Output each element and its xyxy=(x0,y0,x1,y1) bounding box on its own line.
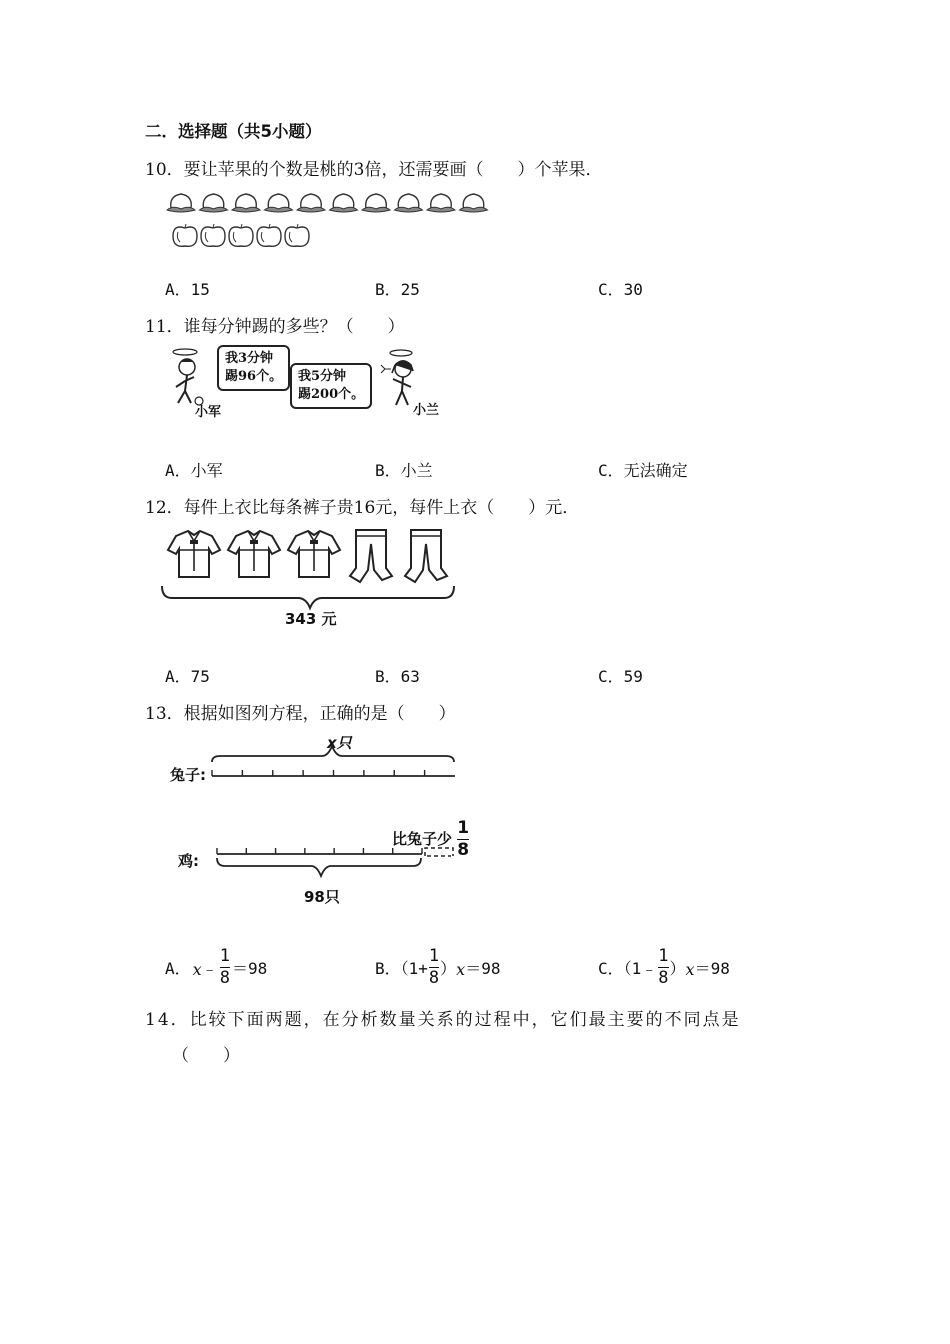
q13-a-fraction xyxy=(220,948,230,987)
q11-option-b[interactable]: B．小兰 xyxy=(375,461,433,480)
less-fraction-num: 1 xyxy=(457,818,470,838)
q13-b-frac-num: 1 xyxy=(428,946,440,966)
rabbit-x-label: x只 xyxy=(327,734,352,752)
q13-option-c[interactable] xyxy=(598,940,730,988)
question-12-stem: 12．每件上衣比每条裤子贵16元，每件上衣（ ）元． xyxy=(145,498,580,518)
q13-c-frac-num: 1 xyxy=(658,946,669,966)
q12-option-a[interactable]: A．75 xyxy=(165,667,210,686)
q13-a-tail: ＝98 xyxy=(231,959,268,978)
apple-icon xyxy=(229,224,253,246)
q13-a-frac-den: 8 xyxy=(219,968,230,988)
question-14-blank: （ ） xyxy=(172,1046,240,1066)
pants-icon xyxy=(350,530,392,582)
q12-option-c[interactable]: C．59 xyxy=(598,667,643,686)
rabbit-label: 兔子: xyxy=(170,766,206,784)
peach-icon xyxy=(167,194,195,212)
q13-b-prefix: B．（1+ xyxy=(375,959,428,978)
peach-icon xyxy=(232,194,260,212)
pants-icon xyxy=(405,530,447,582)
question-13-stem: 13．根据如图列方程，正确的是（ ） xyxy=(145,704,456,724)
q13-figure xyxy=(170,730,490,910)
chicken-label: 鸡: xyxy=(178,852,199,870)
peach-row xyxy=(167,194,488,212)
q12-option-b[interactable]: B．63 xyxy=(375,667,420,686)
clothes-row xyxy=(168,530,447,582)
q11-bubble-girl xyxy=(290,363,372,409)
name-xiaojun: 小军 xyxy=(195,405,222,420)
q13-a-var: x xyxy=(192,960,202,979)
q13-a-minus: ﹣ xyxy=(201,959,218,978)
section-title: 二．选择题（共5小题） xyxy=(145,122,322,141)
q13-c-prefix: C．（1﹣ xyxy=(598,959,658,978)
bubble-boy-line2: 踢96个。 xyxy=(225,369,283,384)
less-text: 比兔子少 xyxy=(392,830,453,848)
q10-option-a[interactable]: A．15 xyxy=(165,280,210,299)
peach-icon xyxy=(362,194,390,212)
q13-c-close: ） xyxy=(669,959,686,978)
q13-b-var: x xyxy=(456,960,466,979)
q13-a-frac-num: 1 xyxy=(219,946,230,966)
peach-icon xyxy=(395,194,423,212)
q11-figure xyxy=(165,343,455,418)
shirt-icon xyxy=(168,531,220,577)
q13-a-prefix: A． xyxy=(165,959,191,978)
apple-icon xyxy=(173,224,197,246)
apple-icon xyxy=(257,224,281,246)
bubble-girl-line2: 踢200个。 xyxy=(298,387,365,402)
q13-b-tail: ＝98 xyxy=(465,959,501,978)
q13-option-b[interactable] xyxy=(375,940,501,988)
question-10-stem: 10．要让苹果的个数是桃的3倍，还需要画（ ）个苹果． xyxy=(145,160,603,180)
q13-option-a[interactable] xyxy=(165,940,268,988)
q13-b-close: ） xyxy=(440,959,457,978)
q11-option-a[interactable]: A．小军 xyxy=(165,461,223,480)
q10-figure xyxy=(165,188,525,252)
peach-icon xyxy=(427,194,455,212)
peach-icon xyxy=(297,194,325,212)
q13-b-frac-den: 8 xyxy=(428,968,440,988)
q12-brace xyxy=(162,586,454,608)
q13-c-tail: ＝98 xyxy=(694,959,730,978)
shirt-icon xyxy=(228,531,280,577)
q11-option-c[interactable]: C．无法确定 xyxy=(598,461,688,480)
apple-icon xyxy=(201,224,225,246)
q13-c-fraction xyxy=(658,948,668,987)
bubble-boy-line1: 我3分钟 xyxy=(225,351,274,366)
q11-bubble-boy xyxy=(217,345,290,391)
chicken-bar xyxy=(215,844,465,884)
q12-total-label: 343 元 xyxy=(285,610,337,628)
apple-row xyxy=(173,224,309,246)
peach-icon xyxy=(330,194,358,212)
peach-icon xyxy=(265,194,293,212)
q10-option-b[interactable]: B．25 xyxy=(375,280,420,299)
peach-icon xyxy=(200,194,228,212)
q13-c-frac-den: 8 xyxy=(658,968,669,988)
rabbit-bar xyxy=(210,744,470,784)
question-11-stem: 11．谁每分钟踢的多些？（ ） xyxy=(145,317,405,337)
less-fraction-den: 8 xyxy=(457,840,470,860)
peach-icon xyxy=(460,194,488,212)
shirt-icon xyxy=(288,531,340,577)
q13-c-var: x xyxy=(685,960,695,979)
name-xiaolan: 小兰 xyxy=(413,403,440,418)
bubble-girl-line1: 我5分钟 xyxy=(298,369,347,384)
chicken-total-label: 98只 xyxy=(304,888,340,906)
q13-b-fraction xyxy=(429,948,439,987)
q10-option-c[interactable]: C．30 xyxy=(598,280,643,299)
question-14-stem: 14．比较下面两题，在分析数量关系的过程中，它们最主要的不同点是 xyxy=(145,1010,741,1030)
apple-icon xyxy=(285,224,309,246)
